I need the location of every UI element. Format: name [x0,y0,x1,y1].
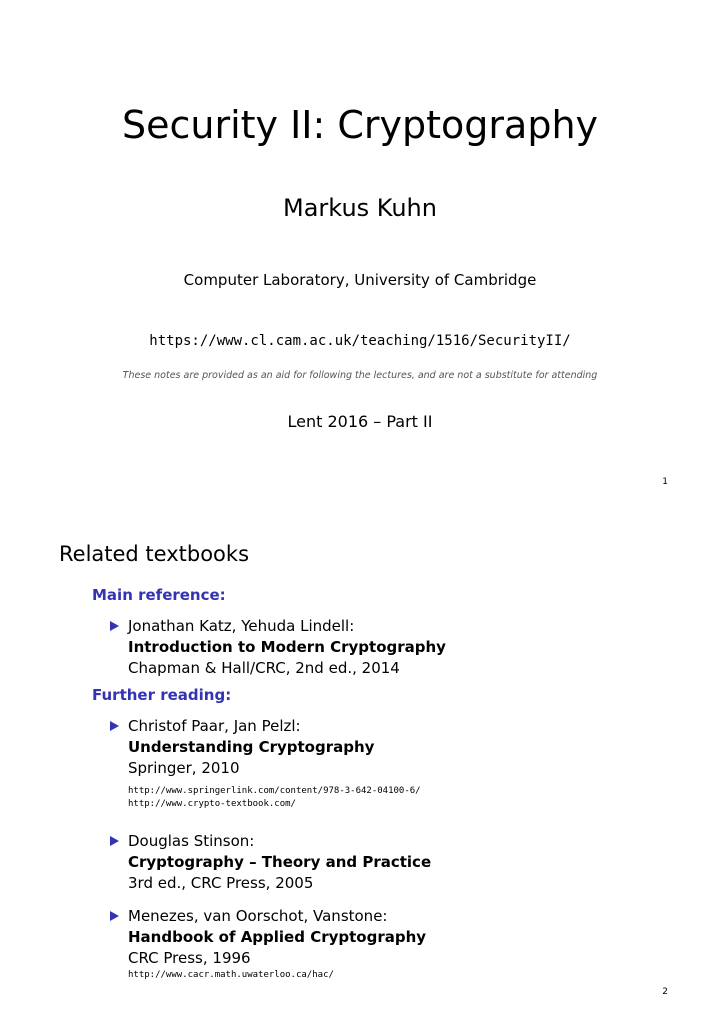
further-reading-heading: Further reading: [92,686,232,704]
book-item [110,831,431,894]
course-url[interactable]: https://www.cl.cam.ac.uk/teaching/1516/SecurityII/ [149,333,571,349]
book-publisher: Chapman & Hall/CRC, 2nd ed., 2014 [128,659,400,677]
triangle-bullet-icon [110,836,119,846]
book-item [110,906,426,982]
book-publisher: CRC Press, 1996 [128,949,251,967]
book-publisher: 3rd ed., CRC Press, 2005 [128,874,314,892]
book-item [110,616,446,679]
book-title: Introduction to Modern Cryptography [128,638,446,656]
book-title: Handbook of Applied Cryptography [128,928,427,946]
triangle-bullet-icon [110,911,119,921]
affiliation: Computer Laboratory, University of Cambridge [183,271,537,289]
book-title: Understanding Cryptography [128,738,375,756]
book-authors: Menezes, van Oorschot, Vanstone: [128,907,388,925]
term-label: Lent 2016 – Part II [287,412,433,431]
book-authors: Christof Paar, Jan Pelzl: [128,717,301,735]
book-authors: Douglas Stinson: [128,832,255,850]
book-link[interactable]: http://www.springerlink.com/content/978-3-642-04100-6/ [128,786,421,796]
textbooks-slide [0,509,720,1019]
triangle-bullet-icon [110,721,119,731]
author-name: Markus Kuhn [283,194,437,222]
slide-title: Security II: Cryptography [121,103,599,147]
page-number: 1 [662,477,668,487]
book-authors: Jonathan Katz, Yehuda Lindell: [128,617,355,635]
book-publisher: Springer, 2010 [128,759,240,777]
triangle-bullet-icon [110,621,119,631]
frame-title: Related textbooks [59,542,250,566]
book-link[interactable]: http://www.cacr.math.uwaterloo.ca/hac/ [128,970,334,980]
main-reference-heading: Main reference: [92,586,226,604]
page-number: 2 [662,987,668,997]
book-title: Cryptography – Theory and Practice [128,853,432,871]
title-slide [0,0,720,509]
book-link[interactable]: http://www.crypto-textbook.com/ [128,799,296,809]
disclaimer-note: These notes are provided as an aid for following the lectures, and are not a substitute for attending [122,370,598,381]
book-item [110,716,421,811]
